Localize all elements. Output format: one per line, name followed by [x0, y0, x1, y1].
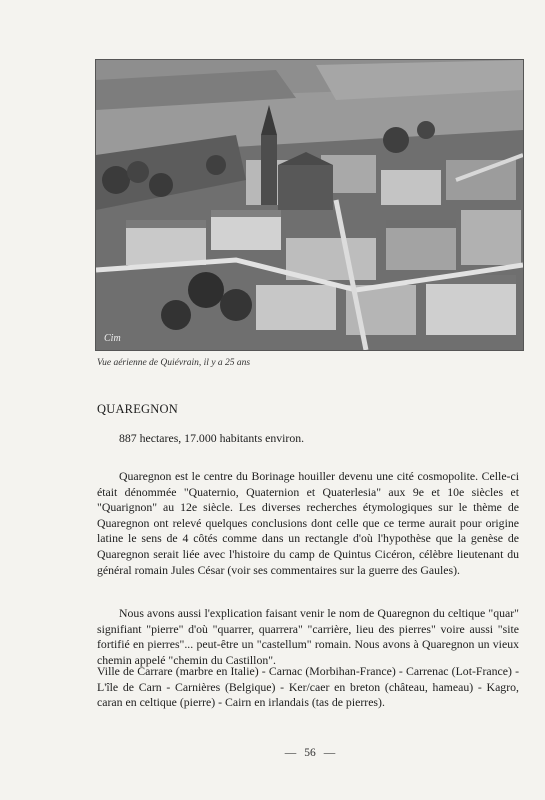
paragraph-1-text: Quaregnon est le centre du Borinage houiller devenu une cité cosmopolite. Celle-ci était dénommée "Quaternio, Quaternion et Quaterlesia" aux 9e et 10e siècles et "Quarignon" au 12e siècle. Les diverses recherches étymologiques sur le thème de Quaregnon ont relevé quelques conclusions dont celle que ce terme aurait pour origine latine le sens de 4 côtés comme dans un rectangle d'où l'hypothèse que la genèse de Quaregnon serait liée avec l'histoire du camp de Quintus Cicéron, célèbre lieutenant du général romain Jules César (voir ses commentaires sur la guerre des Gaules). — [97, 469, 519, 577]
area-line — [97, 431, 519, 447]
photo-signature: Cim — [104, 333, 121, 344]
paragraph-1 — [97, 469, 519, 578]
area-line-text: 887 hectares, 17.000 habitants environ. — [119, 431, 305, 445]
photo-caption: Vue aérienne de Quiévrain, il y a 25 ans — [97, 358, 251, 368]
folio-number: 56 — [304, 747, 316, 759]
section-heading: QUAREGNON — [97, 402, 178, 416]
folio-dash-left: — — [284, 747, 297, 759]
page-number — [0, 747, 545, 759]
aerial-photo — [95, 59, 524, 351]
paragraph-2-text: Nous avons aussi l'explication faisant venir le nom de Quaregnon du celtique "quar" signifiant "pierre" d'où "quarrer, quarrera" "carrière, lieu des pierres" voire aussi "site fortifié en pierres"... peut-être un "castellum" romain. Nous avons à Quaregnon un vieux chemin appelé "chemin du Castillon". — [97, 606, 519, 667]
paragraph-2 — [97, 606, 519, 668]
paragraph-3: Ville de Carrare (marbre en Italie) - Carnac (Morbihan-France) - Carrenac (Lot-France) - L'île de Carn - Carnières (Belgique) - Ker/caer en breton (château, hameau) - Kagro, caran en celtique (pierre) - Cairn en irlandais (tas de pierres). — [97, 664, 519, 710]
folio-dash-right: — — [323, 747, 336, 759]
